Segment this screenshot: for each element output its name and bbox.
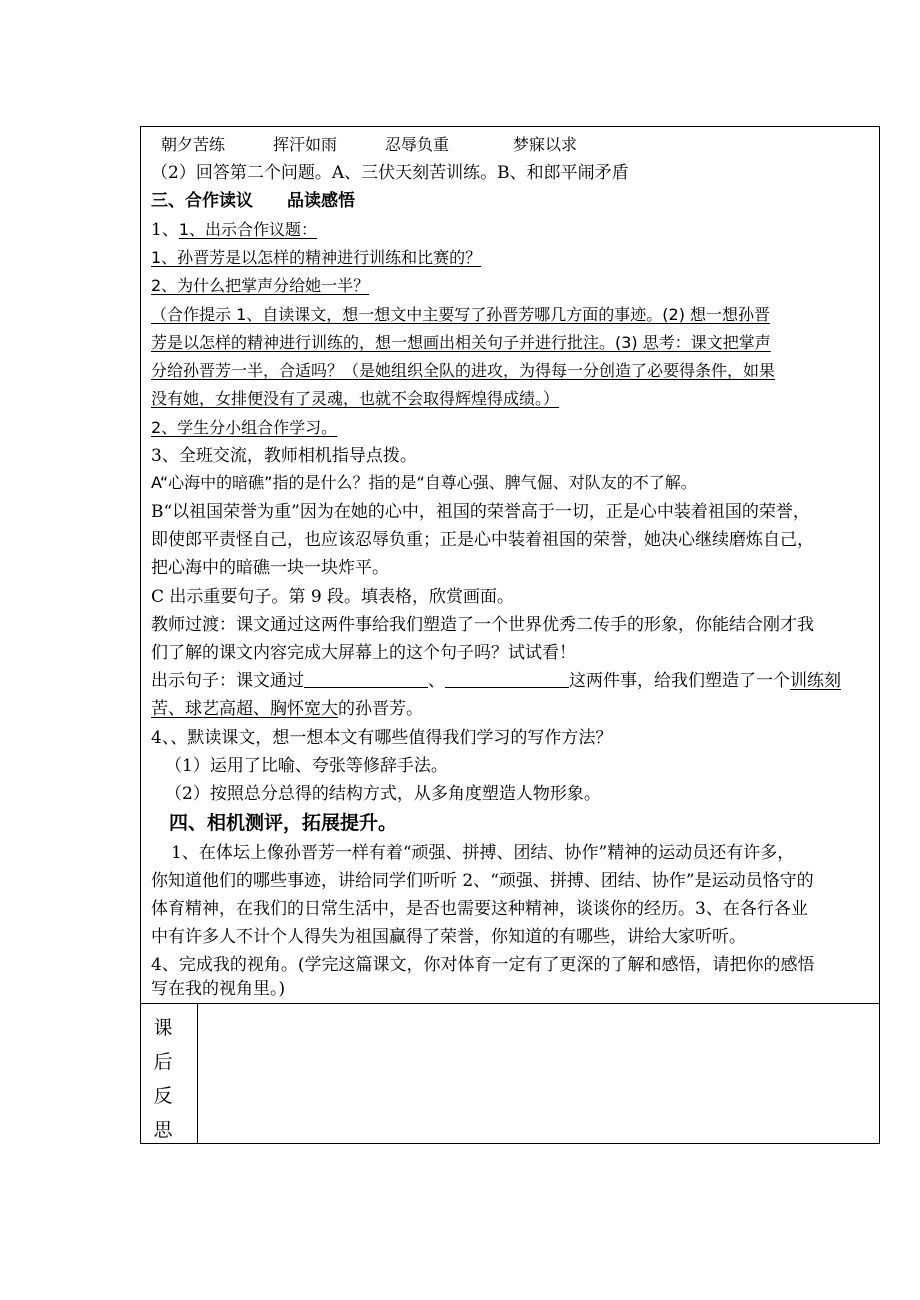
text-line-keywords: 朝夕苦练 挥汗如雨 忍辱负重 梦寐以求 <box>161 135 578 154</box>
section-heading-3: 三、合作读议 品读感悟 <box>151 191 355 211</box>
cooperation-hint: （合作提示 1、自读课文，想一想文中主要写了孙晋芳哪几方面的事迹。(2) 想一想孙晋 <box>151 305 771 324</box>
cooperation-hint: 没有她，女排便没有了灵魂，也就不会取得辉煌得成绩。） <box>151 389 560 408</box>
lesson-content-cell <box>141 127 879 1004</box>
cooperation-hint: 分给孙晋芳一半，合适吗？（是她组织全队的进攻，为得每一分创造了必要得条件，如果 <box>151 361 776 380</box>
reflection-label-char: 反 <box>153 1085 173 1107</box>
fill-in-sentence: 苦、球艺高超、胸怀宽大的孙晋芳。 <box>151 699 423 719</box>
reflection-label-char: 课 <box>153 1017 173 1039</box>
text-line: 1、在体坛上像孙晋芳一样有着“顽强、拼搏、团结、协作”精神的运动员还有许多， <box>171 843 795 863</box>
fill-in-sentence: 出示句子：课文通过 、 这两件事，给我们塑造了一个训练刻 <box>151 671 841 691</box>
reflection-label-char: 后 <box>153 1051 173 1073</box>
text-line: 3、全班交流，教师相机指导点拨。 <box>151 446 417 466</box>
fill-blank-2 <box>445 671 569 688</box>
text-line: 体育精神，在我们的日常生活中，是否也需要这种精神，谈谈你的经历。3、在各行各业 <box>151 899 808 919</box>
text-line: 中有许多人不计个人得失为祖国赢得了荣誉，你知道的有哪些，讲给大家听听。 <box>151 927 746 947</box>
fill-blank-1 <box>304 671 428 688</box>
discussion-question-2: 2、为什么把掌声分给她一半？ <box>151 276 370 295</box>
text-line: （2）按照总分总得的结构方式，从多角度塑造人物形象。 <box>165 784 601 804</box>
lesson-plan-table <box>140 126 880 1144</box>
text-line: 们了解的课文内容完成大屏幕上的这个句子吗？试试看！ <box>151 643 576 663</box>
text-line: 1、1、出示合作议题： <box>151 220 318 240</box>
text-line: （2）回答第二个问题。A、三伏天刻苦训练。B、和郎平闹矛盾 <box>151 163 629 183</box>
text-line: 把心海中的暗礁一块一块炸平。 <box>151 558 389 578</box>
text-line: 即使郎平责怪自己，也应该忍辱负重；正是心中装着祖国的荣誉，她决心继续磨炼自己， <box>151 530 814 550</box>
section-heading-4: 四、相机测评，拓展提升。 <box>169 812 398 834</box>
text-line: 4、完成我的视角。(学完这篇课文，你对体育一定有了更深的了解和感悟，请把你的感悟 <box>151 955 815 975</box>
text-line: 2、学生分小组合作学习。 <box>151 418 338 437</box>
text-line: B“以祖国荣誉为重”因为在她的心中，祖国的荣誉高于一切，正是心中装着祖国的荣誉， <box>151 502 810 522</box>
discussion-question-1: 1、孙晋芳是以怎样的精神进行训练和比赛的？ <box>151 248 482 267</box>
reflection-content-cell[interactable] <box>198 1003 879 1143</box>
text-line: （1）运用了比喻、夸张等修辞手法。 <box>165 756 448 776</box>
reflection-row <box>141 1003 879 1143</box>
text-line: C 出示重要句子。第 9 段。填表格，欣赏画面。 <box>151 587 515 607</box>
text-line: 4、、默读课文，想一想本文有哪些值得我们学习的写作方法？ <box>151 728 613 748</box>
reflection-label-char: 思 <box>153 1119 173 1141</box>
text-line: A“心海中的暗礁”指的是什么？指的是“自尊心强、脾气倔、对队友的不了解。 <box>151 473 697 492</box>
cooperation-hint: 芳是以怎样的精神进行训练的，想一想画出相关句子并进行批注。(3) 思考：课文把掌声 <box>151 333 771 352</box>
text-line: 教师过渡：课文通过这两件事给我们塑造了一个世界优秀二传手的形象，你能结合刚才我 <box>151 615 814 635</box>
reflection-label <box>141 1003 197 1143</box>
text-line: 写在我的视角里。) <box>151 979 286 999</box>
text-line: 你知道他们的哪些事迹，讲给同学们听听 2、“顽强、拼搏、团结、协作”是运动员恪守的 <box>151 871 814 891</box>
